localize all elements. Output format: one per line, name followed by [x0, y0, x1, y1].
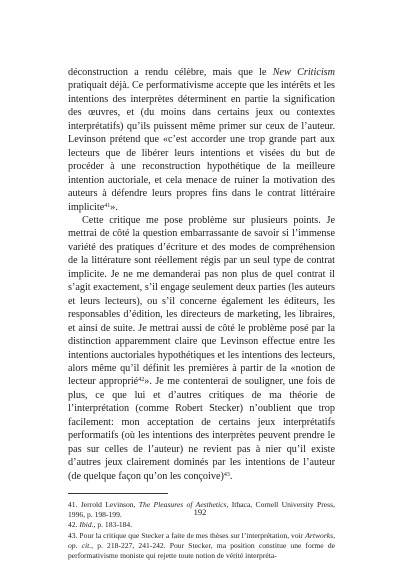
paragraph-1-text-b: pratiquait déjà. Ce performativisme accepte que les intérêts et les intentions des interprètes déterminent en partie la signification des œuvres, et (du moins dans certains jeux ou contextes interprétatifs) qu’ils puissent même primer sur ceux de l’auteur. Levinson prétend que «c’est accorder une trop grande part aux lecteurs que de libérer leurs intentions et visées du but de procéder à une reconstruction hypothétique de la meilleure intention auctoriale, et cela menace de ruiner la motivation des auteurs à défendre leurs propres fins dans le contrat littéraire implicite	[68, 80, 335, 213]
footnote-ref-42: 42	[138, 377, 145, 384]
footnote-divider	[68, 493, 168, 494]
paragraph-1-text-c: ».	[110, 201, 118, 213]
footnote-43-italic: Artworks, op. cit.	[68, 530, 335, 550]
footnote-41-text-a: 41. Jerrold Levinson,	[68, 500, 139, 510]
footnote-42-text-a: 42.	[68, 520, 80, 530]
footnote-43-text-a: 43. Pour la critique que Stecker a faite de mes thèses sur l’interprétation, voir	[68, 530, 306, 540]
page-number: 192	[193, 507, 207, 517]
paragraph-1	[68, 66, 335, 214]
footnote-41-italic: The Pleasures of Aesthetics	[138, 500, 227, 510]
paragraph-1-text-a: déconstruction a rendu célèbre, mais que le	[68, 67, 273, 78]
footnote-42-text-b: , p. 183-184.	[93, 520, 133, 530]
footnote-43-text-b: , p. 218-227, 241-242. Pour Stecker, ma position constitue une forme de performativisme moniste qui rejette toute notion de vérité interpréta-	[68, 540, 335, 561]
footnote-43	[68, 531, 335, 561]
footnote-ref-43: 43	[223, 471, 230, 478]
paragraph-1-italic: New Criticism	[272, 67, 335, 78]
paragraph-2	[68, 214, 335, 483]
footnote-42-italic: Ibid.	[79, 520, 94, 530]
footnote-41-text-b: , Ithaca, Cornell University Press, 1996, p. 198-199.	[68, 500, 335, 520]
footnote-42	[68, 520, 335, 530]
footnote-ref-41: 41	[104, 202, 111, 209]
body-text	[68, 66, 335, 483]
paragraph-2-text-a: Cette critique me pose problème sur plusieurs points. Je mettrai de côté la question embarrassante de savoir si l’immense variété des pratiques d’écriture et des modes de compréhension de la littérature sont réellement régis par un seul type de contrat implicite. Je ne me demanderai pas non plus de quel contrat il s’agit exactement, s’il engage seulement deux parties (les auteurs et leurs lecteurs), ou s’il concerne également les éditeurs, les responsables d’édition, les directeurs de marketing, les libraires, et ainsi de suite. Je mettrai aussi de côté le problème posé par la distinction apparemment claire que Levinson effectue entre les intentions auctoriales hypothétiques et les intentions des lecteurs, alors même qu’il définit les premières à partir de la «notion de lecteur approprié	[68, 214, 335, 388]
page-content	[68, 66, 335, 561]
paragraph-2-text-c: .	[229, 470, 233, 482]
paragraph-2-text-b: ». Je me contenterai de souligner, une fois de plus, ce que lui et d’autres critiques de ma théorie de l’interprétation (comme Robert Stecker) n’oublient que trop facilement: mon acceptation de certains jeux interprétatifs performatifs (où les intentions des interprètes peuvent prendre le pas sur celles de l’auteur) ne revient pas à nier qu’il existe d’autres jeux clairement dominés par les intentions de l’auteur (de quelque façon qu’on les conçoive)	[68, 376, 335, 482]
